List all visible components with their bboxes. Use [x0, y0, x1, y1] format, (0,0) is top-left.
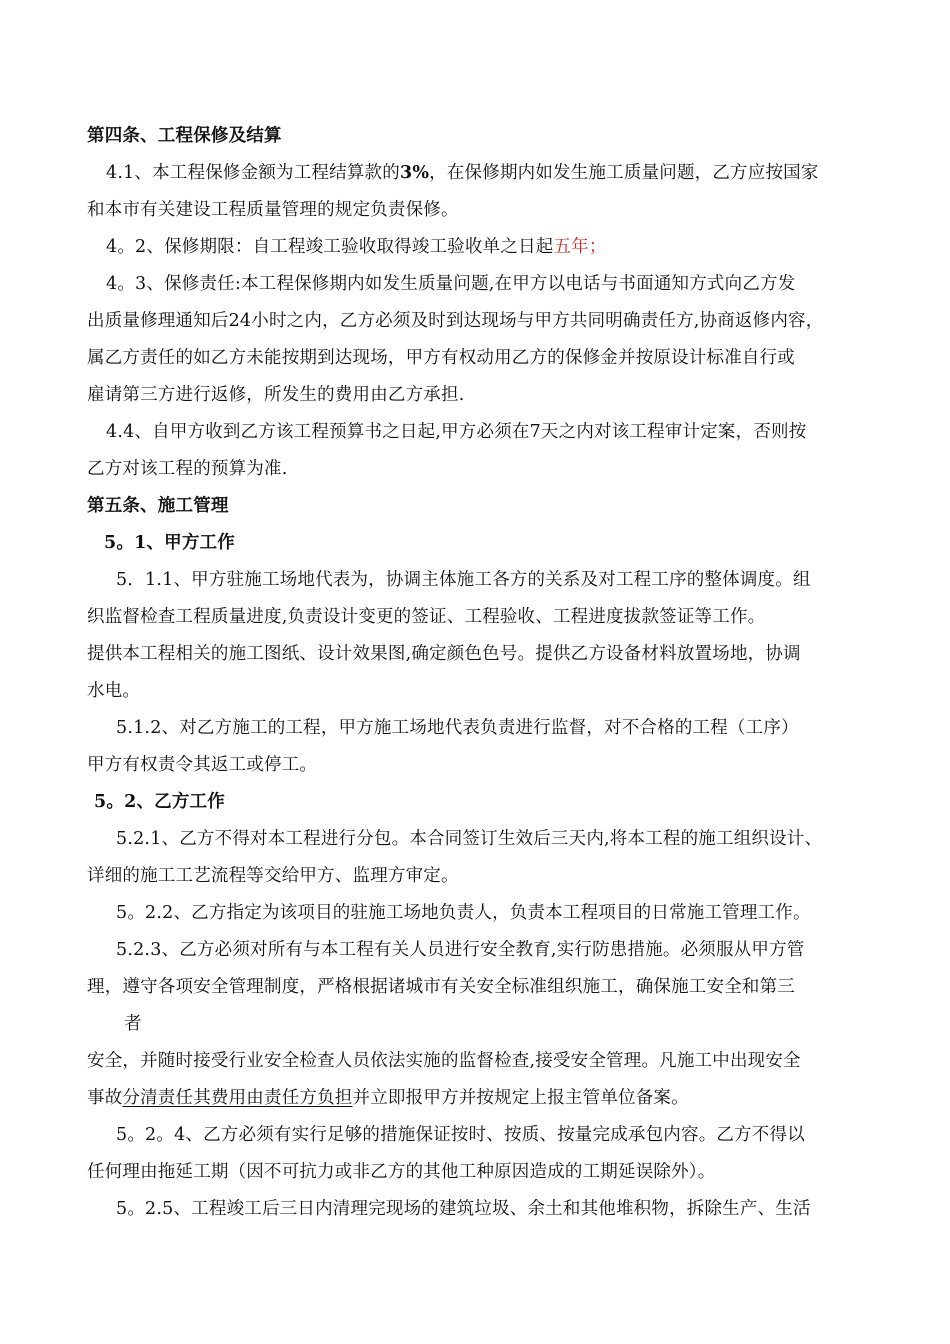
- clause-5-2-1-line2: 详细的施工工艺流程等交给甲方、监理方审定。: [87, 866, 459, 886]
- clause-5-2-3-text-c: 并立即报甲方并按规定上报主管单位备案。: [352, 1088, 689, 1108]
- section4-heading: 第四条、工程保修及结算: [87, 126, 282, 146]
- clause-5-2-4-line1: 5。2。4、乙方必须有实行足够的措施保证按时、按质、按量完成承包内容。乙方不得以: [116, 1125, 805, 1145]
- subsection-5-2-heading: 5。2、乙方工作: [94, 792, 225, 812]
- clause-5-1-2-line2: 甲方有权责令其返工或停工。: [87, 755, 318, 775]
- clause-5-2-3-line4: 安全，并随时接受行业安全检查人员依法实施的监督检查,接受安全管理。凡施工中出现安全: [87, 1051, 801, 1071]
- clause-5-2-2-line1: 5。2.2、乙方指定为该项目的驻施工场地负责人，负责本工程项目的日常施工管理工作。: [116, 903, 811, 923]
- clause-5-2-3-line3: 者: [124, 1014, 142, 1034]
- clause-5-2-3-underlined: 分清责任其费用由责任方负担: [122, 1088, 353, 1108]
- clause-5-2-4-line2: 任何理由拖延工期（因不可抗力或非乙方的其他工种原因造成的工期延误除外）。: [87, 1162, 716, 1182]
- clause-4-2-line1: [106, 235, 607, 259]
- clause-5-2-1-line1: 5.2.1、乙方不得对本工程进行分包。本合同签订生效后三天内,将本工程的施工组织设计、: [116, 829, 823, 849]
- clause-5-1-1-line2: 织监督检查工程质量进度,负责设计变更的签证、工程验收、工程进度拔款签证等工作。: [87, 607, 766, 627]
- clause-5-1-2-line1: 5.1.2、对乙方施工的工程，甲方施工场地代表负责进行监督，对不合格的工程（工序）: [116, 718, 799, 738]
- clause-5-1-1-line4: 水电。: [87, 681, 141, 701]
- clause-4-1-text-c: ，在保修期内如发生施工质量问题，乙方应按国家: [429, 163, 819, 183]
- clause-5-2-3-line1: 5.2.3、乙方必须对所有与本工程有关人员进行安全教育,实行防患措施。必须服从甲方管: [116, 940, 805, 960]
- clause-5-2-3-line5: [87, 1086, 689, 1110]
- clause-5-2-3-line2: 理，遵守各项安全管理制度，严格根据诸城市有关安全标准组织施工，确保施工安全和第三: [87, 977, 795, 997]
- clause-4-2-text: 4。2、保修期限：自工程竣工验收取得竣工验收单之日起: [106, 237, 554, 257]
- clause-4-1-line2: 和本市有关建设工程质量管理的规定负责保修。: [87, 200, 459, 220]
- clause-4-1-text-a: 4.1、本工程保修金额为工程结算款的: [106, 163, 400, 183]
- clause-4-1-line1: [106, 161, 819, 185]
- clause-5-2-5-line1: 5。2.5、工程竣工后三日内清理完现场的建筑垃圾、余土和其他堆积物，拆除生产、生活: [116, 1199, 811, 1219]
- clause-4-4-line1: 4.4、自甲方收到乙方该工程预算书之日起,甲方必须在7天之内对该工程审计定案，否则按: [106, 422, 807, 442]
- clause-5-2-3-text-a: 事故: [87, 1088, 123, 1108]
- subsection-5-1-heading: 5。1、甲方工作: [104, 533, 235, 553]
- clause-4-4-line2: 乙方对该工程的预算为准.: [87, 459, 288, 479]
- clause-5-1-1-line1: 5．1.1、甲方驻施工场地代表为，协调主体施工各方的关系及对工程工序的整体调度。组: [116, 570, 811, 590]
- section5-heading: 第五条、施工管理: [87, 496, 229, 516]
- clause-4-3-line1: 4。3、保修责任:本工程保修期内如发生质量问题,在甲方以电话与书面通知方式向乙方发: [106, 274, 796, 294]
- clause-4-3-line2: 出质量修理通知后24小时之内，乙方必须及时到达现场与甲方共同明确责任方,协商返修内容，: [87, 311, 824, 331]
- clause-4-3-line3: 属乙方责任的如乙方未能按期到达现场，甲方有权动用乙方的保修金并按原设计标准自行或: [87, 348, 795, 368]
- clause-5-1-1-line3: 提供本工程相关的施工图纸、设计效果图,确定颜色色号。提供乙方设备材料放置场地，协调: [87, 644, 801, 664]
- clause-4-1-percent: 3%: [399, 163, 430, 183]
- clause-4-2-period-highlight: 五年；: [553, 237, 607, 257]
- clause-4-3-line4: 雇请第三方进行返修，所发生的费用由乙方承担.: [87, 385, 465, 405]
